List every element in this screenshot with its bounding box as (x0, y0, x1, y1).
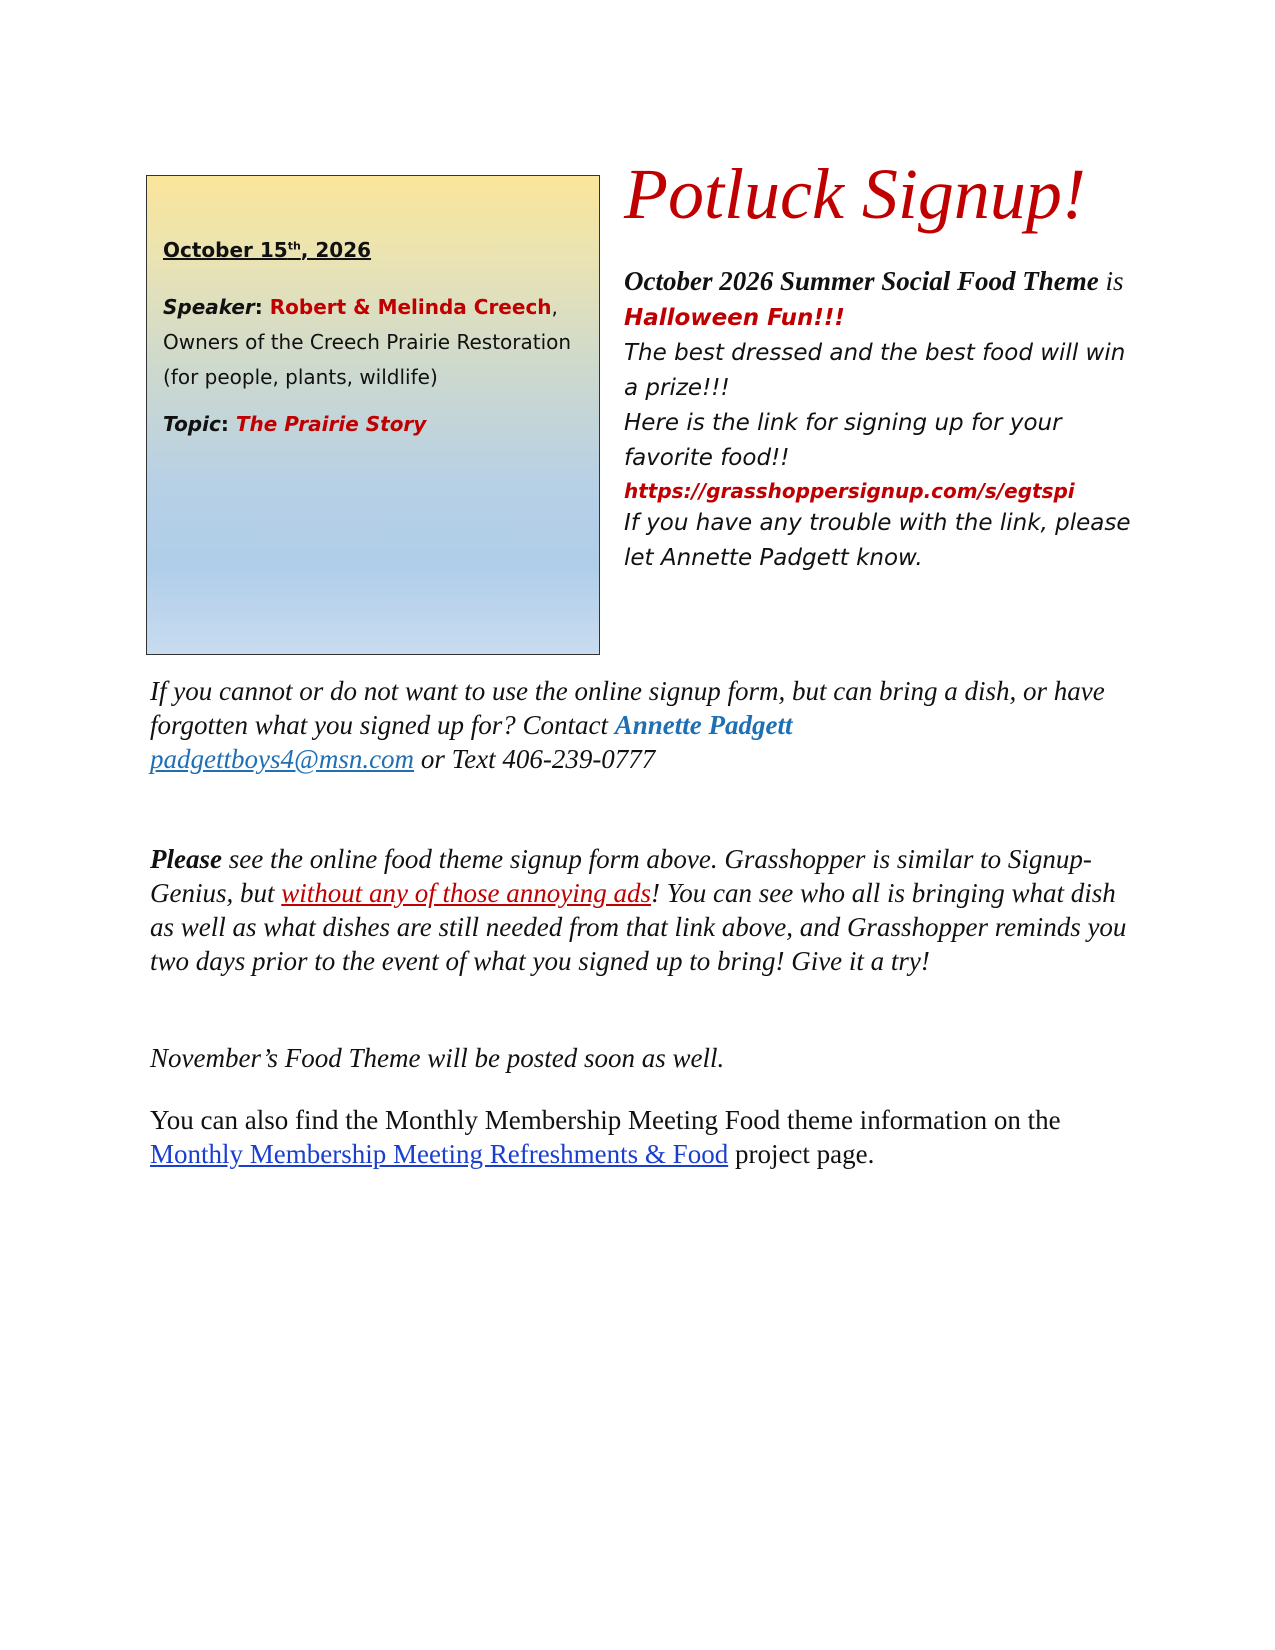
contact-paragraph (150, 674, 1140, 776)
date-text: October 15 (163, 238, 288, 262)
refreshments-page-link[interactable]: Monthly Membership Meeting Refreshments & Food (150, 1139, 729, 1169)
date-ordinal: th (287, 239, 301, 253)
link-intro-line: Here is the link for signing up for your favorite food!! (624, 410, 1062, 471)
speaker-label: Speaker (163, 295, 255, 319)
date-year: , 2026 (300, 238, 372, 262)
grasshopper-text-a: see the online food theme signup form above. Grasshopper is similar to Signup-Genius, but (150, 844, 1092, 908)
topic-line (163, 412, 426, 436)
speaker-line (163, 290, 593, 395)
speaker-description: Owners of the Creech Prairie Restoration (for people, plants, wildlife) (163, 330, 572, 389)
contact-name: Annette Padgett (614, 710, 793, 740)
trouble-line: If you have any trouble with the link, please let Annette Padgett know. (624, 510, 1131, 571)
grasshopper-text-b: ! You can see who all is bringing what dish as well as what dishes are still needed from that link above, and Grasshopper reminds you two days prior to the event of what you signed up to bring! Give it a try! (150, 878, 1127, 976)
please-text: Please (150, 844, 222, 874)
membership-text-a: You can also find the Monthly Membership Meeting Food theme information on the (150, 1105, 1061, 1135)
theme-is: is (1105, 266, 1124, 296)
topic-colon: : (220, 412, 236, 436)
speaker-comma: , (551, 295, 558, 319)
grasshopper-paragraph (150, 842, 1140, 978)
topic-value: The Prairie Story (235, 412, 427, 436)
topic-label: Topic (163, 412, 221, 436)
no-ads-link[interactable]: without any of those annoying ads (281, 878, 651, 908)
speaker-names: Robert & Melinda Creech (269, 295, 552, 319)
theme-name: Halloween Fun!!! (624, 305, 845, 331)
speaker-colon: : (254, 295, 270, 319)
theme-line (624, 264, 1144, 336)
prize-line: The best dressed and the best food will win a prize!!! (624, 340, 1126, 401)
membership-text-b: project page. (728, 1139, 875, 1169)
signup-url-link[interactable]: https://grasshoppersignup.com/s/egtspi (624, 479, 1075, 503)
november-paragraph: November’s Food Theme will be posted soon as well. (150, 1043, 725, 1073)
theme-details (624, 264, 1144, 576)
meeting-date (163, 238, 371, 262)
contact-text: If you cannot or do not want to use the online signup form, but can bring a dish, or have forgotten what you signed up for? Contact (150, 676, 1105, 740)
theme-text: October 2026 Summer Social Food Theme (624, 266, 1106, 296)
membership-paragraph (150, 1103, 1140, 1171)
speaker-info-box (146, 175, 600, 655)
phone-text: or Text 406-239-0777 (414, 744, 656, 774)
email-link[interactable]: padgettboys4@msn.com (150, 744, 415, 774)
page-title: Potluck Signup! (624, 154, 1086, 234)
